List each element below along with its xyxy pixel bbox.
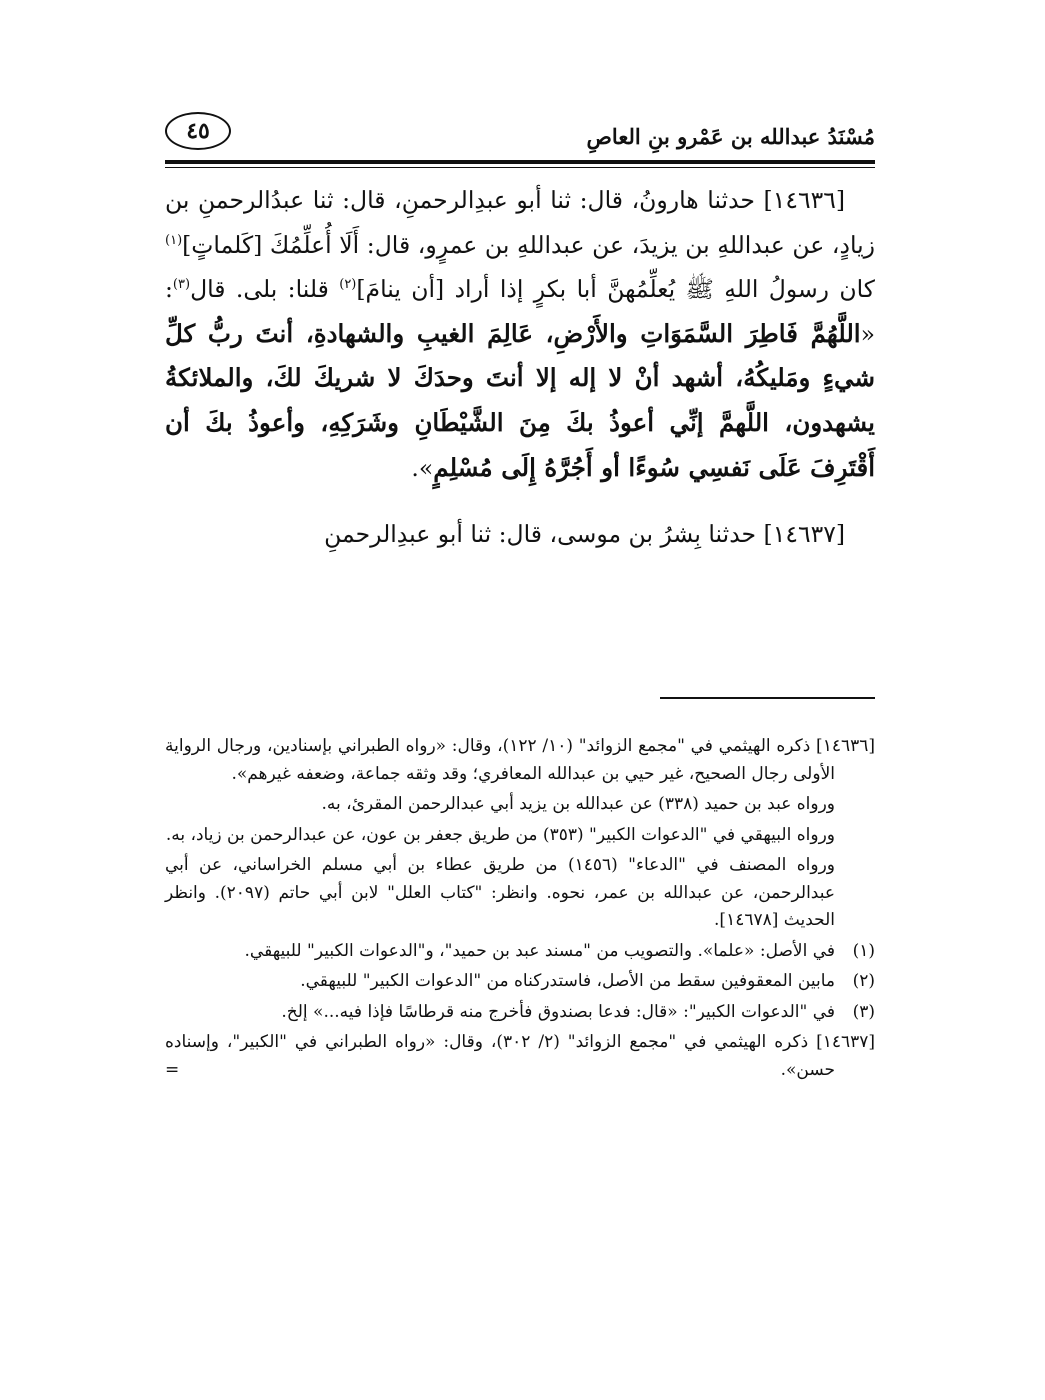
footnote-text: مابين المعقوفين سقط من الأصل، فاستدركناه من "الدعوات الكبير" للبيهقي. bbox=[300, 971, 835, 991]
footnote-label: (٣) bbox=[852, 1001, 875, 1022]
header-rule-thick bbox=[165, 160, 875, 164]
footnote-3 bbox=[165, 999, 875, 1027]
footnote-takhrij-line: ورواه المصنف في "الدعاء" (١٤٥٦) من طريق عطاء بن أبي مسلم الخراساني، عن أبي عبدالرحمن، عن عبدالله بن عمر، نحوه. وانظر: "كتاب العلل" لابن أبي حاتم (٢٠٩٧). وانظر الحديث [١٤٦٧٨]. bbox=[165, 855, 835, 930]
paragraph-spacer bbox=[165, 490, 875, 512]
hadith-matn: اللَّهُمَّ فَاطِرَ السَّمَوَاتِ والأَرْضِ، عَالِمَ الغيبِ والشهادةِ، أنتَ ربُّ كلِّ شيءٍ ومَليكُهُ، أشهد أنْ لا إله إلا أنتَ وحدَكَ لا شريكَ لكَ، والملائكةُ يشهدون، اللَّهمَّ إنِّي أعوذُ بكَ مِنَ الشَّيْطَانِ وشَرَكِهِ، وأعوذُ بكَ أن أَقْتَرِفَ عَلَى نَفسِي سُوءًا أو أَجُرَّهُ إِلَى مُسْلِمٍ bbox=[165, 318, 875, 482]
footnote-label: (١) bbox=[852, 940, 875, 961]
footnote-2 bbox=[165, 968, 875, 996]
footnote-rule bbox=[660, 697, 875, 699]
footnote-text: في الأصل: «علما». والتصويب من "مسند عبد بن حميد"، و"الدعوات الكبير" للبيهقي. bbox=[244, 940, 835, 961]
footnote-ref-1[interactable]: (١) bbox=[165, 232, 183, 248]
footnote-label: (٢) bbox=[852, 971, 875, 991]
footnote-takhrij-14636: [١٤٦٣٦] ذكره الهيثمي في "مجمع الزوائد" (١٠/ ١٢٢)، وقال: «رواه الطبراني بإسنادين، ورجال الرواية الأولى رجال الصحيح، غير حيي بن عبدالله المعافري؛ وقد وثقه جماعة، وضعفه غيرهم». bbox=[165, 736, 875, 784]
hadith-14637 bbox=[165, 512, 875, 557]
hadith-text: قلنا: بلى. قال bbox=[190, 275, 340, 304]
header-rule-thin bbox=[165, 167, 875, 168]
quote-close: ». bbox=[411, 453, 434, 482]
continuation-mark: = bbox=[165, 1060, 180, 1080]
footnote-1 bbox=[165, 938, 875, 966]
footnote-takhrij-14637: [١٤٦٣٧] ذكره الهيثمي في "مجمع الزوائد" (٢/ ٣٠٢)، وقال: «رواه الطبراني في "الكبير"، وإسناده حسن». bbox=[165, 1032, 875, 1080]
footnotes bbox=[165, 733, 875, 1088]
footnote-ref-2[interactable]: (٢) bbox=[339, 277, 357, 293]
footnote-takhrij-line: ورواه عبد بن حميد (٣٣٨) عن عبدالله بن يزيد أبي عبدالرحمن المقرئ، به. bbox=[321, 794, 835, 814]
footnote-ref-3[interactable]: (٣) bbox=[172, 277, 191, 293]
running-title: مُسْنَدُ عبدالله بن عَمْرو بنِ العاصِ bbox=[586, 124, 875, 149]
footnote-text: في "الدعوات الكبير": «قال: فدعا بصندوق فأخرج منه قرطاسًا فإذا فيه...» إلخ. bbox=[281, 1001, 835, 1022]
hadith-isnad: [١٤٦٣٧] حدثنا بِشرُ بن موسى، قال: ثنا أبو عبدِالرحمنِ bbox=[324, 520, 845, 549]
hadith-text: كان رسولُ اللهِ ﷺ يُعلِّمُهنَّ أبا بكرٍ إذا أراد [أن ينامَ] bbox=[356, 275, 875, 304]
hadith-isnad: [١٤٦٣٦] حدثنا هارونُ، قال: ثنا أبو عبدِالرحمنِ، قال: ثنا عبدُالرحمنِ بن زيادٍ، عن عبداللهِ بن يزيدَ، عن عبداللهِ بن عمرٍو، قال: أَلَا أُعلِّمُكَ [كَلماتٍ] bbox=[165, 186, 875, 259]
footnote-takhrij-line: ورواه البيهقي في "الدعوات الكبير" (٣٥٣) من طريق جعفر بن عون، عن عبدالرحمن بن زياد، به. bbox=[165, 824, 835, 845]
main-text bbox=[165, 178, 875, 557]
page-header bbox=[165, 110, 875, 160]
quote-open: : « bbox=[165, 275, 875, 348]
hadith-14636 bbox=[165, 178, 875, 490]
page-number: ٤٥ bbox=[165, 112, 231, 150]
